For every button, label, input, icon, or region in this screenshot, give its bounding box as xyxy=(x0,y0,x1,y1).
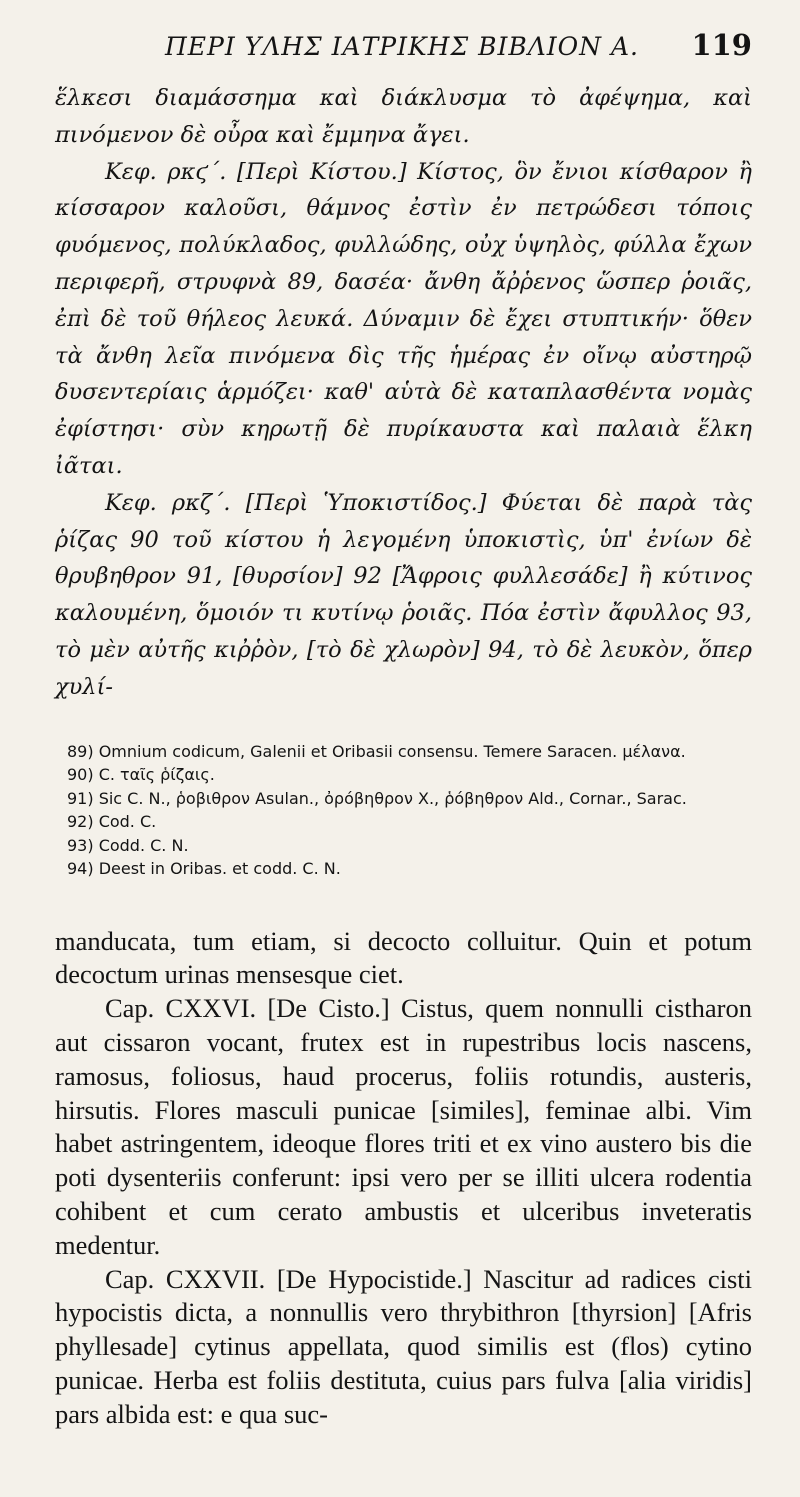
greek-text-block xyxy=(55,80,752,706)
greek-paragraph: Κεφ. ρκϛ΄. [Περὶ Κίστου.] Κίστος, ὃν ἔνιοι κίσθαρον ἢ κίσσαρον καλοῦσι, θάμνος ἐστὶν ἐν πετρώδεσι τόποις φυόμενος, πολύκλαδος, φυλλώδης, οὐχ ὑψηλὸς, φύλλα ἔχων περιφερῆ, στρυφνὰ 89, δασέα· ἄνθη ἄῤῥενος ὥσπερ ῥοιᾶς, ἐπὶ δὲ τοῦ θήλεος λευκά. Δύναμιν δὲ ἔχει στυπτικήν· ὅθεν τὰ ἄνθη λεῖα πινόμενα δὶς τῆς ἡμέρας ἐν οἴνῳ αὐστηρῷ δυσεντερίαις ἁρμόζει· καθ' αὑτὰ δὲ καταπλασθέντα νομὰς ἐφίστησι· σὺν κηρωτῇ δὲ πυρίκαυστα καὶ παλαιὰ ἕλκη ἰᾶται. xyxy=(55,158,752,479)
footnote: 89) Omnium codicum, Galenii et Oribasii consensu. Temere Saracen. μέλανα. xyxy=(67,741,686,761)
footnote: 92) Cod. C. xyxy=(67,812,157,832)
latin-paragraph: Cap. CXXVII. [De Hypocistide.] Nascitur ad radices cisti hypocistis dicta, a nonnullis vero thrybithron [thyrsion] [Afris phyllesade] cytinus appellata, quod similis est (flos) cytino punicae. Herba est foliis destituta, cuius pars fulva [alia viridis] pars albida est: e qua suc- xyxy=(55,1263,752,1429)
greek-paragraph: Κεφ. ρκζ΄. [Περὶ Ὑποκιστίδος.] Φύεται δὲ παρὰ τὰς ῥίζας 90 τοῦ κίστου ἡ λεγομένη ὑποκιστὶς, ὑπ' ἐνίων δὲ θρυβηθρον 91, [θυρσίον] 92 [Ἄφροις φυλλεσάδε] ἢ κύτινος καλουμένη, ὅμοιόν τι κυτίνῳ ῥοιᾶς. Πόα ἐστὶν ἄφυλλος 93, τὸ μὲν αὐτῆς κιῤῥὸν, [τὸ δὲ χλωρὸν] 94, τὸ δὲ λευκὸν, ὅπερ χυλί- xyxy=(55,489,752,700)
page-header xyxy=(55,28,752,80)
footnote: 90) C. ταῖς ῥίζαις. xyxy=(67,765,215,785)
running-title: ΠΕΡΙ ΥΛΗΣ ΙΑΤΡΙΚΗΣ ΒΙΒΛΙΟΝ Α. xyxy=(165,32,639,61)
page-number: 119 xyxy=(691,28,752,62)
footnotes xyxy=(55,740,752,881)
latin-text-block xyxy=(55,925,752,1432)
footnote: 93) Codd. C. N. xyxy=(67,835,189,855)
latin-paragraph: manducata, tum etiam, si decocto colluitur. Quin et potum decoctum urinas mensesque ciet. xyxy=(55,925,752,990)
footnote: 91) Sic C. N., ῥοβιθρον Asulan., ὀρόβηθρον X., ῥόβηθρον Ald., Cornar., Sarac. xyxy=(67,788,687,808)
greek-paragraph: ἕλκεσι διαμάσσημα καὶ διάκλυσμα τὸ ἀφέψημα, καὶ πινόμενον δὲ οὖρα καὶ ἔμμηνα ἄγει. xyxy=(55,85,752,148)
footnote: 94) Deest in Oribas. et codd. C. N. xyxy=(67,859,341,879)
latin-paragraph: Cap. CXXVI. [De Cisto.] Cistus, quem nonnulli cistharon aut cissaron vocant, frutex est in rupestribus locis nascens, ramosus, foliosus, haud procerus, foliis rotundis, austeris, hirsutis. Flores masculi punicae [similes], feminae albi. Vim habet astringentem, ideoque flores triti et ex vino austero bis die poti dysenteriis conferunt: ipsi vero per se illiti ulcera rodentia cohibent et cum cerato ambustis et ulceribus inveteratis medentur. xyxy=(55,993,752,1260)
